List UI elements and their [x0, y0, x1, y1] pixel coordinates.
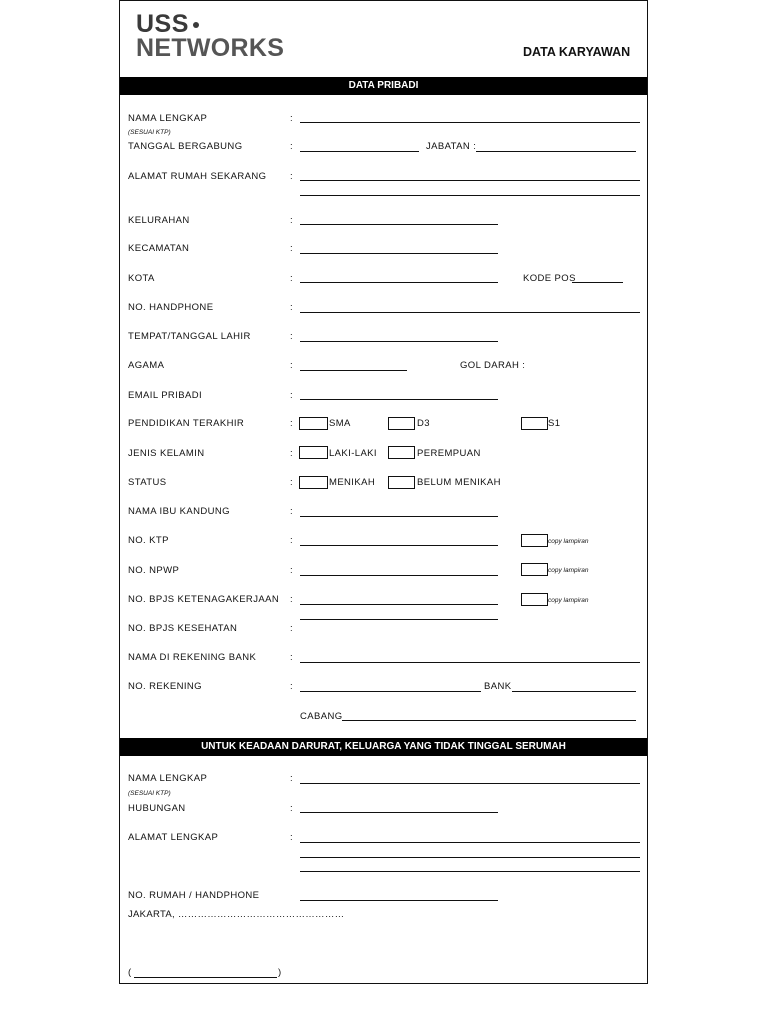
note-copy-lampiran-ktp: copy lampiran [548, 538, 589, 545]
place-date-line[interactable]: JAKARTA, …………………………………………… [128, 909, 345, 920]
label-gol-darah: GOL DARAH : [460, 360, 526, 371]
field-agama[interactable] [300, 370, 407, 371]
section-header-data-pribadi: DATA PRIBADI [120, 77, 647, 95]
colon: : [290, 623, 293, 634]
signature-close-paren: ) [278, 967, 282, 978]
label-no-rumah-handphone: NO. RUMAH / HANDPHONE [128, 890, 260, 901]
colon: : [290, 832, 293, 843]
label-nama-lengkap-darurat: NAMA LENGKAP [128, 773, 208, 784]
logo-dot [193, 22, 199, 28]
colon: : [290, 506, 293, 517]
field-nama-ibu-kandung[interactable] [300, 516, 498, 517]
label-no-handphone: NO. HANDPHONE [128, 302, 214, 313]
checkbox-perempuan[interactable] [388, 446, 415, 459]
colon: : [290, 141, 293, 152]
label-kecamatan: KECAMATAN [128, 243, 190, 254]
label-no-bpjs-kesehatan: NO. BPJS KESEHATAN [128, 623, 238, 634]
field-kelurahan[interactable] [300, 224, 498, 225]
label-status: STATUS [128, 477, 167, 488]
field-no-rekening[interactable] [300, 691, 481, 692]
document-title: DATA KARYAWAN [523, 45, 631, 59]
label-cabang: CABANG [300, 711, 343, 722]
colon: : [290, 360, 293, 371]
option-sma: SMA [329, 418, 351, 429]
colon: : [290, 243, 293, 254]
label-nama-ibu-kandung: NAMA IBU KANDUNG [128, 506, 230, 517]
checkbox-copy-npwp[interactable] [521, 563, 548, 576]
field-nama-lengkap[interactable] [300, 122, 640, 123]
field-alamat-rumah-2[interactable] [300, 195, 640, 196]
label-agama: AGAMA [128, 360, 165, 371]
field-no-handphone[interactable] [300, 312, 640, 313]
label-jenis-kelamin: JENIS KELAMIN [128, 448, 205, 459]
field-no-bpjs-ketenagakerjaan[interactable] [300, 604, 498, 605]
label-nama-rekening-bank: NAMA DI REKENING BANK [128, 652, 257, 663]
field-jabatan[interactable] [476, 151, 636, 152]
field-no-bpjs-kesehatan[interactable] [300, 619, 498, 620]
note-copy-lampiran-bpjs: copy lampiran [548, 597, 589, 604]
label-bank: BANK [484, 681, 512, 692]
colon: : [290, 652, 293, 663]
field-cabang[interactable] [342, 720, 636, 721]
checkbox-belum-menikah[interactable] [388, 476, 415, 489]
option-d3: D3 [417, 418, 430, 429]
field-no-npwp[interactable] [300, 575, 498, 576]
field-kode-pos[interactable] [572, 282, 623, 283]
label-kelurahan: KELURAHAN [128, 215, 190, 226]
label-alamat-rumah: ALAMAT RUMAH SEKARANG [128, 171, 267, 182]
colon: : [290, 565, 293, 576]
label-pendidikan-terakhir: PENDIDIKAN TERAKHIR [128, 418, 245, 429]
label-jabatan: JABATAN : [426, 141, 477, 152]
colon: : [290, 390, 293, 401]
logo-line1: USS [136, 10, 189, 38]
label-alamat-lengkap: ALAMAT LENGKAP [128, 832, 219, 843]
checkbox-copy-ktp[interactable] [521, 534, 548, 547]
logo-line2: NETWORKS [136, 34, 285, 62]
field-hubungan[interactable] [300, 812, 498, 813]
colon: : [290, 215, 293, 226]
label-nama-lengkap: NAMA LENGKAP [128, 113, 208, 124]
option-s1: S1 [548, 418, 561, 429]
label-kode-pos: KODE POS [523, 273, 576, 284]
colon: : [290, 681, 293, 692]
option-menikah: MENIKAH [329, 477, 376, 488]
field-nama-rekening-bank[interactable] [300, 662, 640, 663]
colon: : [290, 535, 293, 546]
field-tempat-tanggal-lahir[interactable] [300, 341, 498, 342]
field-email-pribadi[interactable] [300, 399, 498, 400]
colon: : [290, 418, 293, 429]
note-sesuai-ktp: (SESUAI KTP) [128, 129, 171, 136]
field-alamat-rumah-1[interactable] [300, 180, 640, 181]
colon: : [290, 448, 293, 459]
label-no-npwp: NO. NPWP [128, 565, 180, 576]
label-hubungan: HUBUNGAN [128, 803, 186, 814]
option-belum-menikah: BELUM MENIKAH [417, 477, 501, 488]
section-header-darurat: UNTUK KEADAAN DARURAT, KELUARGA YANG TIDAK TINGGAL SERUMAH [120, 738, 647, 756]
label-no-bpjs-ketenagakerjaan: NO. BPJS KETENAGAKERJAAN [128, 594, 280, 605]
signature-open-paren: ( [128, 967, 132, 978]
label-email-pribadi: EMAIL PRIBADI [128, 390, 203, 401]
label-no-ktp: NO. KTP [128, 535, 169, 546]
field-kota[interactable] [300, 282, 498, 283]
colon: : [290, 331, 293, 342]
label-tanggal-bergabung: TANGGAL BERGABUNG [128, 141, 243, 152]
field-no-rumah-handphone[interactable] [300, 900, 498, 901]
colon: : [290, 803, 293, 814]
company-logo [136, 12, 284, 60]
label-no-rekening: NO. REKENING [128, 681, 202, 692]
field-tanggal-bergabung[interactable] [300, 151, 419, 152]
checkbox-d3[interactable] [388, 417, 415, 430]
field-alamat-lengkap-3[interactable] [300, 871, 640, 872]
colon: : [290, 171, 293, 182]
checkbox-sma[interactable] [299, 417, 328, 430]
note-copy-lampiran-npwp: copy lampiran [548, 567, 589, 574]
checkbox-laki-laki[interactable] [299, 446, 328, 459]
field-bank[interactable] [512, 691, 636, 692]
note-sesuai-ktp-darurat: (SESUAI KTP) [128, 790, 171, 797]
option-perempuan: PEREMPUAN [417, 448, 481, 459]
checkbox-menikah[interactable] [299, 476, 328, 489]
field-signature-name[interactable] [134, 977, 277, 978]
label-kota: KOTA [128, 273, 155, 284]
colon: : [290, 273, 293, 284]
colon: : [290, 302, 293, 313]
colon: : [290, 773, 293, 784]
colon: : [290, 594, 293, 605]
label-tempat-tanggal-lahir: TEMPAT/TANGGAL LAHIR [128, 331, 251, 342]
field-kecamatan[interactable] [300, 253, 498, 254]
colon: : [290, 477, 293, 488]
colon: : [290, 113, 293, 124]
field-alamat-lengkap-2[interactable] [300, 857, 640, 858]
option-laki-laki: LAKI-LAKI [329, 448, 377, 459]
field-no-ktp[interactable] [300, 545, 498, 546]
field-alamat-lengkap-1[interactable] [300, 842, 640, 843]
checkbox-copy-bpjs[interactable] [521, 593, 548, 606]
field-nama-lengkap-darurat[interactable] [300, 783, 640, 784]
checkbox-s1[interactable] [521, 417, 548, 430]
